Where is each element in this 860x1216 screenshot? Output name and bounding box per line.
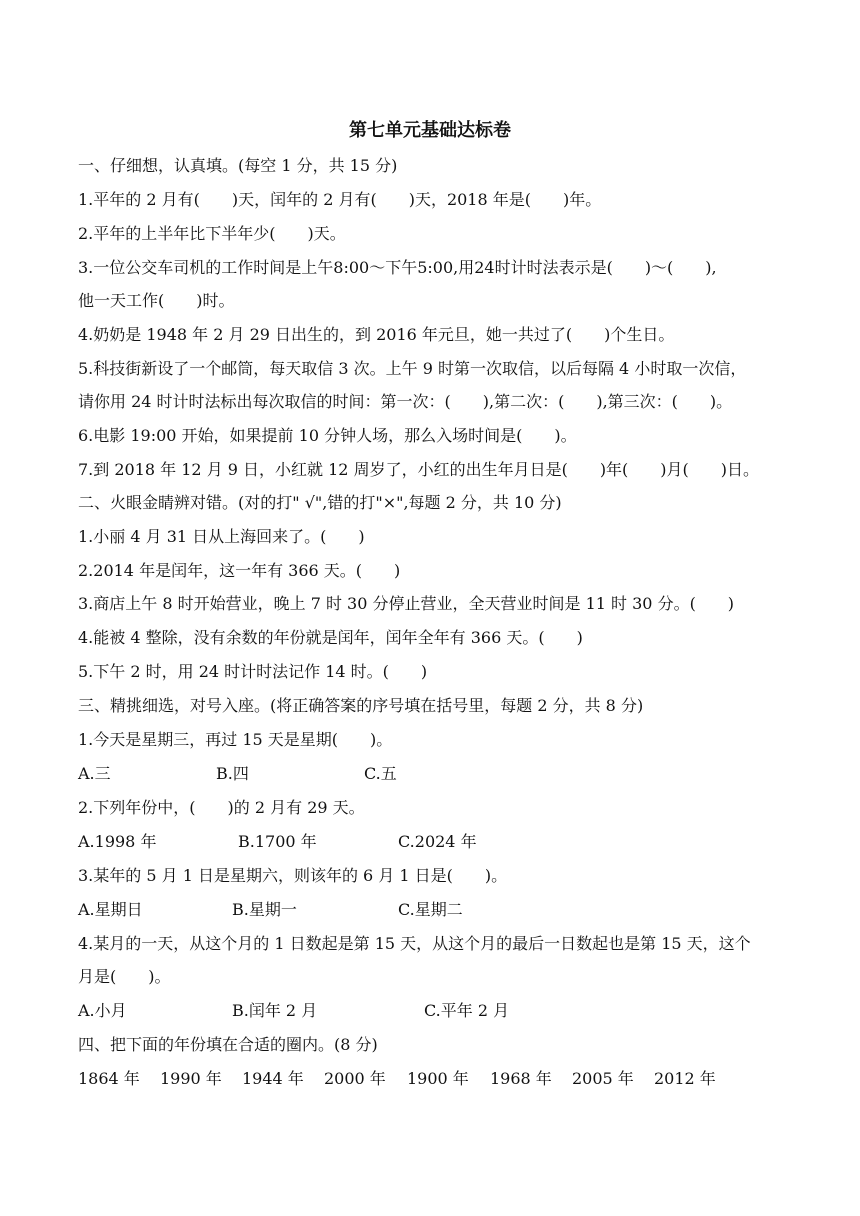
section3-question-4-line1: 4.某月的一天，从这个月的 1 日数起是第 15 天，从这个月的最后一日数起也是第 15 天，这个	[78, 934, 751, 953]
year-item: 1968 年	[490, 1069, 552, 1088]
section2-question-2: 2.2014 年是闰年，这一年有 366 天。( )	[78, 561, 401, 580]
year-item: 2005 年	[572, 1069, 634, 1088]
section1-question-1: 1.平年的 2 月有( )天，闰年的 2 月有( )天，2018 年是( )年。	[78, 190, 602, 209]
option-a: A.星期日	[78, 900, 143, 919]
section1-question-3-line1: 3.一位公交车司机的工作时间是上午8:00～下午5:00,用24时计时法表示是( )～( ),	[78, 258, 717, 277]
section1-question-3-line2: 他一天工作( )时。	[78, 291, 235, 310]
section2-question-3: 3.商店上午 8 时开始营业，晚上 7 时 30 分停止营业，全天营业时间是 11 时 30 分。( )	[78, 594, 735, 613]
section1-question-6: 6.电影 19:00 开始，如果提前 10 分钟人场，那么入场时间是( )。	[78, 426, 577, 445]
page-title: 第七单元基础达标卷	[349, 120, 511, 141]
option-a: A.小月	[78, 1001, 127, 1020]
year-item: 1864 年	[78, 1069, 140, 1088]
year-item: 2012 年	[654, 1069, 716, 1088]
section1-question-4: 4.奶奶是 1948 年 2 月 29 日出生的，到 2016 年元旦，她一共过了( )个生日。	[78, 325, 675, 344]
option-c: C.平年 2 月	[424, 1001, 510, 1020]
option-b: B.星期一	[232, 900, 297, 919]
section2-question-4: 4.能被 4 整除，没有余数的年份就是闰年，闰年全年有 366 天。( )	[78, 628, 583, 647]
option-c: C.五	[364, 764, 397, 783]
section2-question-5: 5.下午 2 时，用 24 时计时法记作 14 时。( )	[78, 662, 428, 681]
option-b: B.闰年 2 月	[232, 1001, 318, 1020]
section3-question-4-line2: 月是( )。	[78, 967, 171, 986]
section1-question-5-line1: 5.科技街新设了一个邮筒，每天取信 3 次。上午 9 时第一次取信，以后每隔 4 小时取一次信，	[78, 359, 747, 378]
section3-question-3: 3.某年的 5 月 1 日是星期六，则该年的 6 月 1 日是( )。	[78, 866, 508, 885]
section3-question-1: 1.今天是星期三，再过 15 天是星期( )。	[78, 730, 393, 749]
section1-question-7: 7.到 2018 年 12 月 9 日，小红就 12 周岁了，小红的出生年月日是( )年( )月( )日。	[78, 460, 760, 479]
option-a: A.1998 年	[78, 832, 157, 851]
option-c: C.2024 年	[398, 832, 477, 851]
section3-question-2: 2.下列年份中，( )的 2 月有 29 天。	[78, 798, 365, 817]
section1-heading: 一、仔细想，认真填。(每空 1 分，共 15 分)	[78, 156, 398, 175]
section2-question-1: 1.小丽 4 月 31 日从上海回来了。( )	[78, 527, 365, 546]
year-item: 1990 年	[160, 1069, 222, 1088]
year-item: 1900 年	[407, 1069, 469, 1088]
option-b: B.1700 年	[238, 832, 317, 851]
option-b: B.四	[216, 764, 249, 783]
section4-heading: 四、把下面的年份填在合适的圈内。(8 分)	[78, 1035, 378, 1054]
section3-heading: 三、精挑细选，对号入座。(将正确答案的序号填在括号里，每题 2 分，共 8 分)	[78, 696, 644, 715]
option-a: A.三	[78, 764, 111, 783]
option-c: C.星期二	[398, 900, 463, 919]
section1-question-5-line2: 请你用 24 时计时法标出每次取信的时间：第一次：( ),第二次：( ),第三次：( )。	[78, 392, 733, 411]
section2-heading: 二、火眼金睛辨对错。(对的打" √",错的打"×",每题 2 分，共 10 分)	[78, 493, 562, 512]
year-item: 1944 年	[242, 1069, 304, 1088]
section1-question-2: 2.平年的上半年比下半年少( )天。	[78, 224, 346, 243]
year-item: 2000 年	[324, 1069, 386, 1088]
